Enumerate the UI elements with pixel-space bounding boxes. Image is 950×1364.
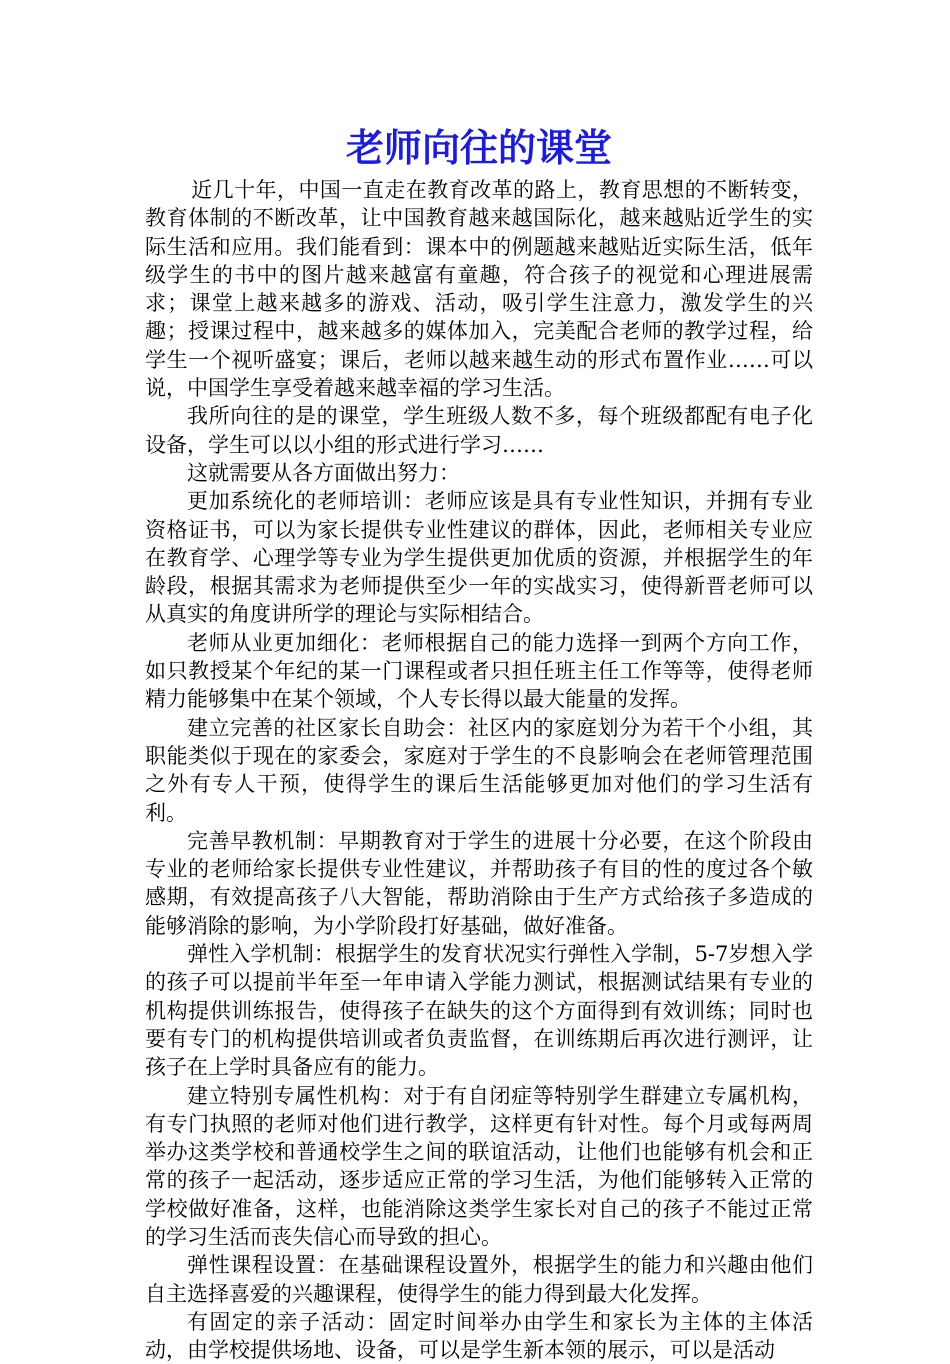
document-title: 老师向往的课堂 <box>345 126 612 170</box>
document-page <box>145 120 813 1364</box>
paragraph: 有固定的亲子活动：固定时间举办由学生和家长为主体的主体活动，由学校提供场地、设备，可以是学生新本领的展示，可以是活动 <box>145 1309 813 1363</box>
paragraph: 弹性入学机制：根据学生的发育状况实行弹性入学制，5-7岁想入学的孩子可以提前半年至一年申请入学能力测试，根据测试结果有专业的机构提供训练报告，使得孩子在缺失的这个方面得到有效训练；同时也要有专门的机构提供培训或者负责监督，在训练期后再次进行测评，让孩子在上学时具备应有的能力。 <box>145 942 813 1080</box>
paragraph: 老师从业更加细化：老师根据自己的能力选择一到两个方向工作，如只教授某个年纪的某一门课程或者只担任班主任工作等等，使得老师精力能够集中在某个领域，个人专长得以最大能量的发挥。 <box>145 630 813 712</box>
paragraph: 建立特别专属性机构：对于有自闭症等特别学生群建立专属机构，有专门执照的老师对他们进行教学，这样更有针对性。每个月或每两周举办这类学校和普通校学生之间的联谊活动，让他们也能够有机会和正常的孩子一起活动，逐步适应正常的学习生活，为他们能够转入正常的学校做好准备，这样，也能消除这类学生家长对自己的孩子不能过正常的学习生活而丧失信心而导致的担心。 <box>145 1083 813 1249</box>
paragraph: 建立完善的社区家长自助会：社区内的家庭划分为若干个小组，其职能类似于现在的家委会，家庭对于学生的不良影响会在老师管理范围之外有专人干预，使得学生的课后生活能够更加对他们的学习生活有利。 <box>145 715 813 825</box>
paragraph: 我所向往的是的课堂，学生班级人数不多，每个班级都配有电子化设备，学生可以以小组的形式进行学习…… <box>145 404 813 457</box>
paragraph: 弹性课程设置：在基础课程设置外，根据学生的能力和兴趣由他们自主选择喜爱的兴趣课程，使得学生的能力得到最大化发挥。 <box>145 1253 813 1306</box>
paragraph: 更加系统化的老师培训：老师应该是具有专业性知识，并拥有专业资格证书，可以为家长提供专业性建议的群体，因此，老师相关专业应在教育学、心理学等专业为学生提供更加优质的资源，并根据学生的年龄段，根据其需求为老师提供至少一年的实战实习，使得新晋老师可以从真实的角度讲所学的理论与实际相结合。 <box>145 489 813 627</box>
paragraph: 完善早教机制：早期教育对于学生的进展十分必要，在这个阶段由专业的老师给家长提供专业性建议，并帮助孩子有目的性的度过各个敏感期，有效提高孩子八大智能，帮助消除由于生产方式给孩子多造成的能够消除的影响，为小学阶段打好基础，做好准备。 <box>145 828 813 938</box>
paragraph: 近几十年，中国一直走在教育改革的路上，教育思想的不断转变，教育体制的不断改革，让中国教育越来越国际化，越来越贴近学生的实际生活和应用。我们能看到：课本中的例题越来越贴近实际生活，低年级学生的书中的图片越来越富有童趣，符合孩子的视觉和心理进展需求；课堂上越来越多的游戏、活动，吸引学生注意力，激发学生的兴趣；授课过程中，越来越多的媒体加入，完美配合老师的教学过程，给学生一个视听盛宴；课后，老师以越来越生动的形式布置作业……可以说，中国学生享受着越来越幸福的学习生活。 <box>145 178 813 401</box>
paragraph: 这就需要从各方面做出努力： <box>187 460 460 485</box>
